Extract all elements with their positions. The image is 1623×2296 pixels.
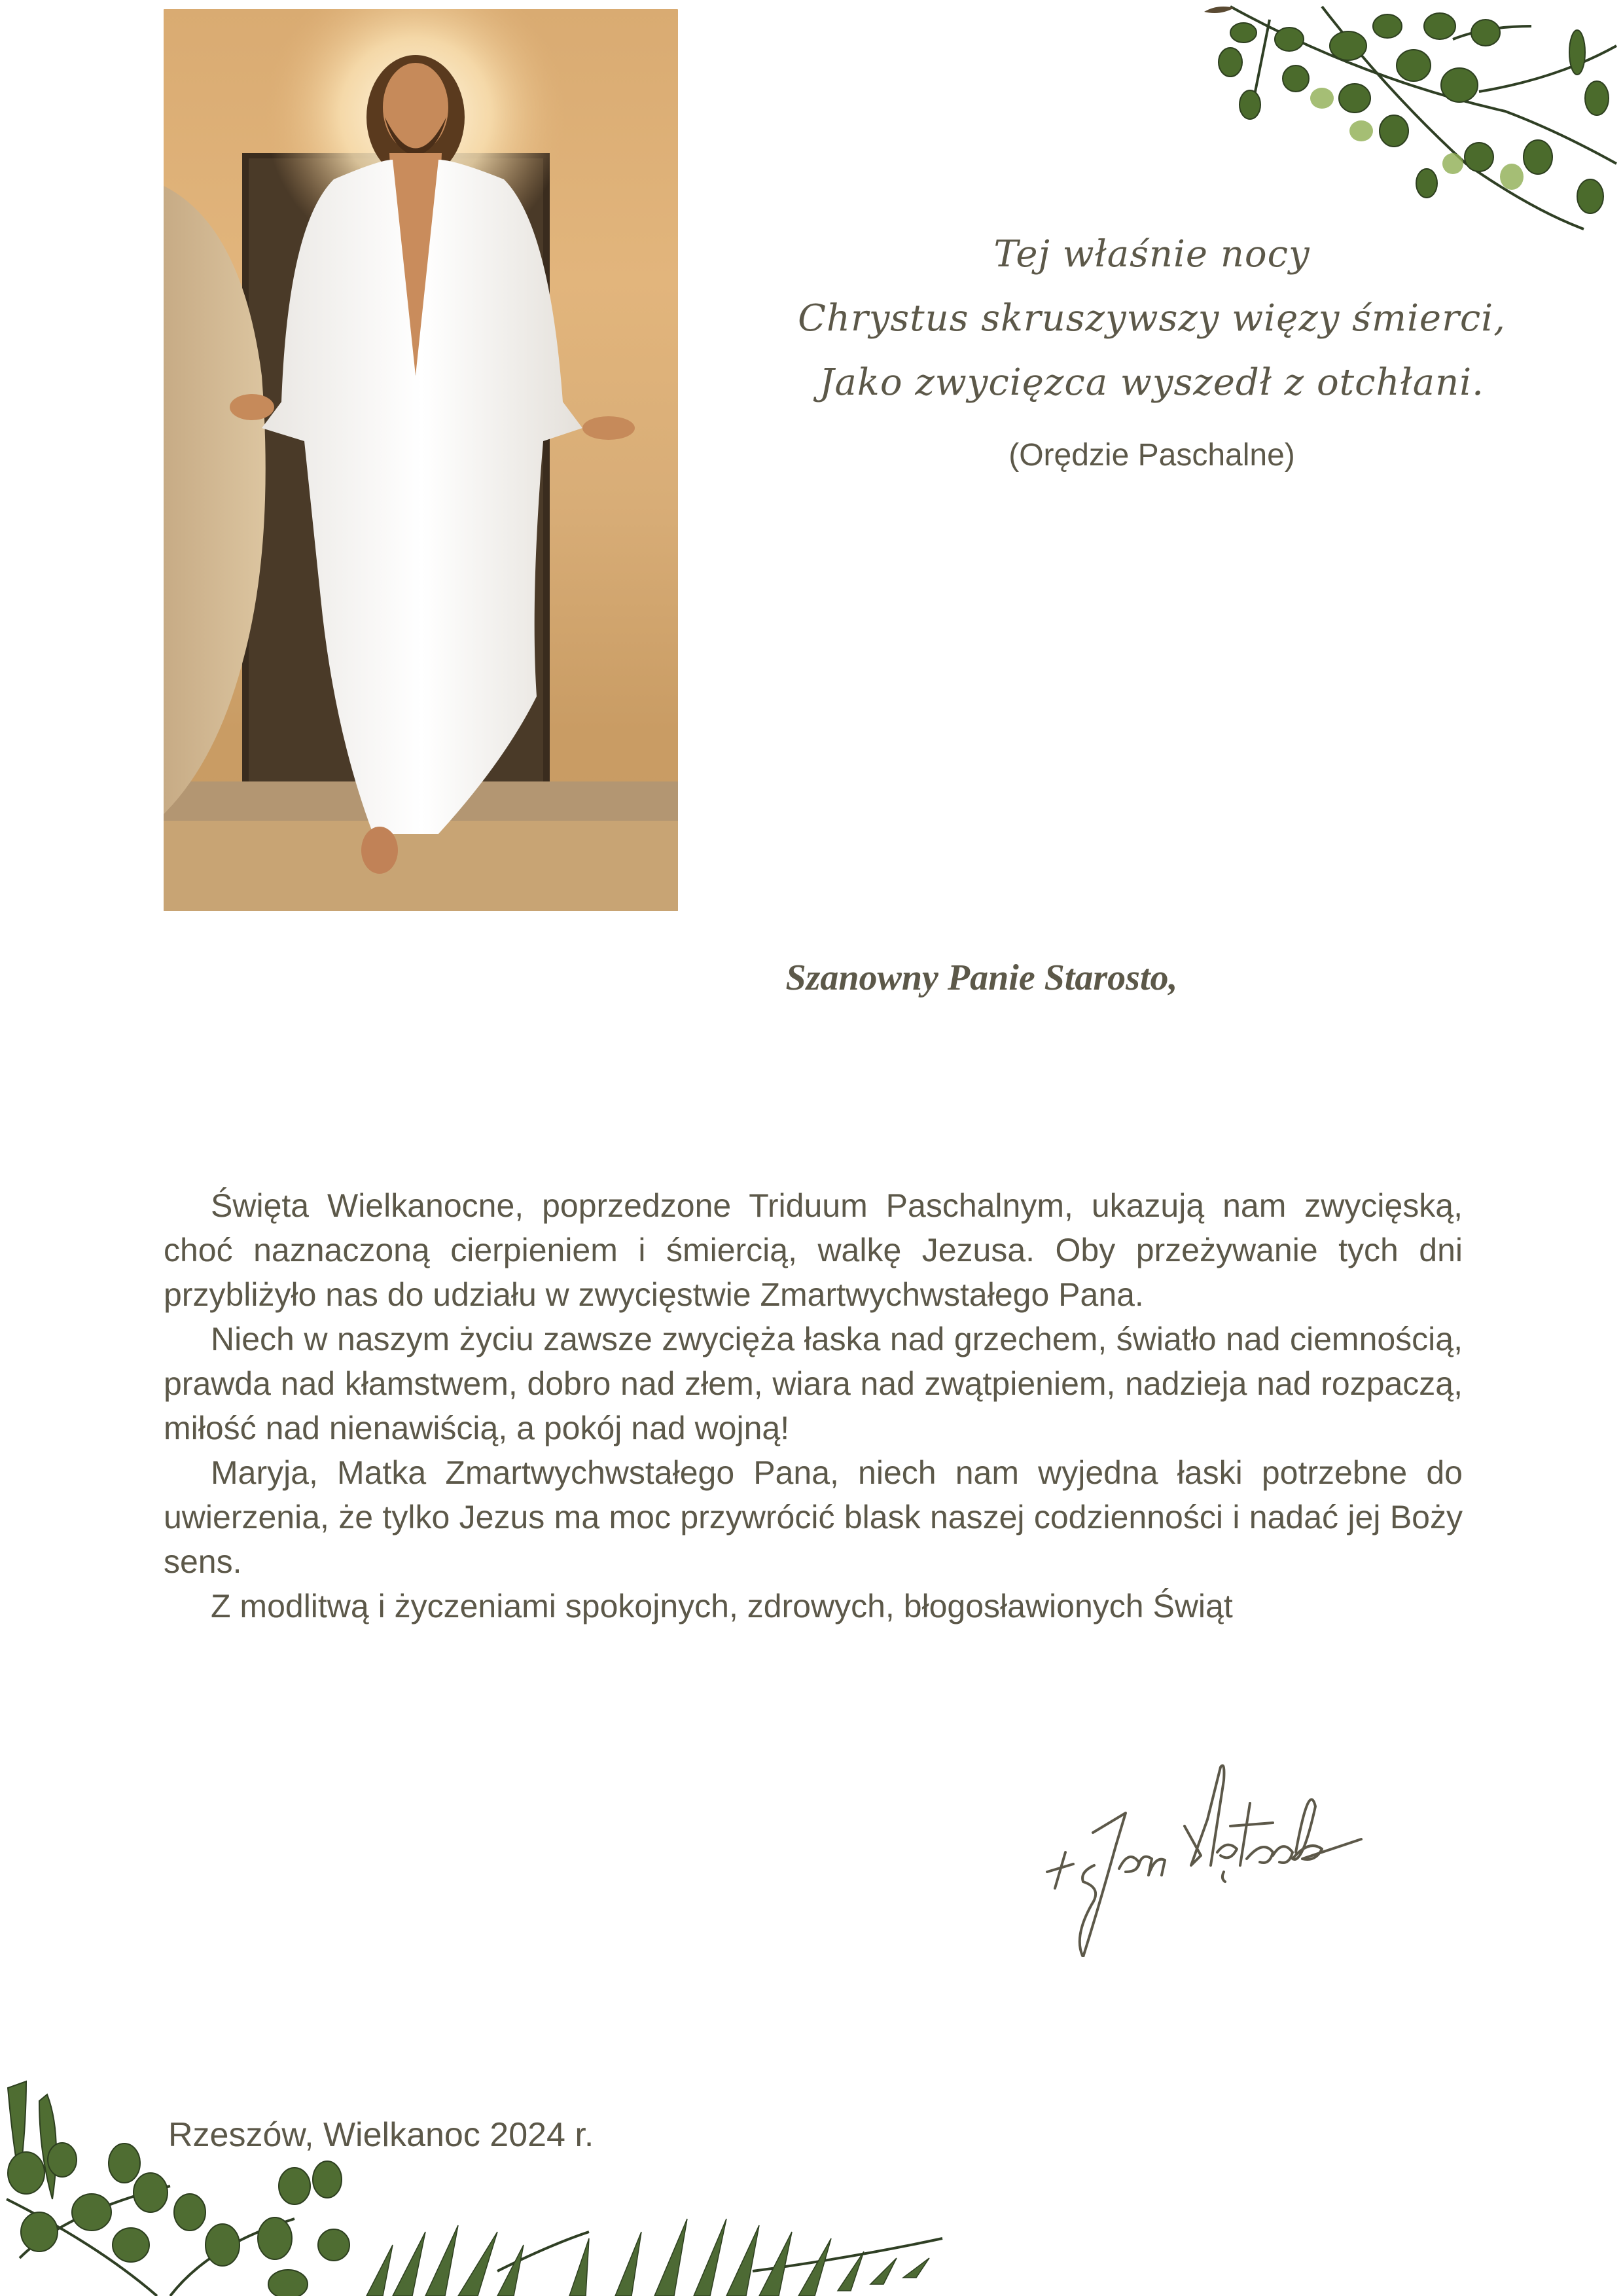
body-paragraph: Z modlitwą i życzeniami spokojnych, zdrowych, błogosławionych Świąt xyxy=(211,1588,1233,1624)
paschal-quote xyxy=(766,223,1538,415)
body-paragraph: Maryja, Matka Zmartwychwstałego Pana, niech nam wyjedna łaski potrzebne do uwierzenia, że tylko Jezus ma moc przywrócić blask naszej codzienności i nadać jej Boży sens. xyxy=(164,1454,1463,1580)
body-paragraph: Święta Wielkanocne, poprzedzone Triduum Paschalnym, ukazują nam zwycięską, choć naznaczoną cierpieniem i śmiercią, walkę Jezusa. Oby przeżywanie tych dni przybliżyło nas do udziału w zwycięstwie Zmartwychwstałego Pana. xyxy=(164,1187,1463,1313)
place-and-date: Rzeszów, Wielkanoc 2024 r. xyxy=(168,2116,594,2154)
resurrection-illustration xyxy=(164,9,678,911)
quote-source: (Orędzie Paschalne) xyxy=(1008,438,1295,473)
quote-line: Chrystus skruszywszy więzy śmierci, xyxy=(798,297,1506,340)
letter-body xyxy=(164,1183,1463,1628)
quote-line: Jako zwycięzca wyszedł z otchłani. xyxy=(819,361,1484,404)
foliage-decoration-bottom xyxy=(0,2049,949,2296)
resurrection-picture xyxy=(164,9,678,911)
body-paragraph: Niech w naszym życiu zawsze zwycięża łaska nad grzechem, światło nad ciemnością, prawda nad kłamstwem, dobro nad złem, wiara nad zwątpieniem, nadzieja nad rozpaczą, miłość nad nienawiścią, a pokój nad wojną! xyxy=(164,1321,1463,1446)
quote-line: Tej właśnie nocy xyxy=(993,233,1310,276)
salutation: Szanowny Panie Starosto, xyxy=(785,958,1178,998)
foliage-decoration-top xyxy=(1191,0,1623,242)
handwritten-signature xyxy=(1021,1741,1387,1957)
